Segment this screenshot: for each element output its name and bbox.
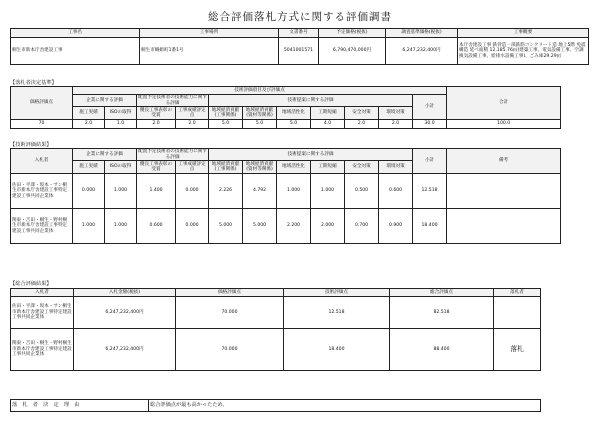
sub-header-safety: 安全対策 [345, 161, 379, 174]
header-winner: 落札者 [494, 289, 541, 297]
sub-header-environment: 環境対策 [379, 161, 413, 174]
tech-score-cell: 1.000 [73, 209, 105, 244]
tech-score-cell: 0.900 [379, 209, 413, 244]
bid-amount: 6,247,232,400円 [74, 329, 176, 371]
tech-score: 18.400 [284, 329, 390, 371]
tech-score-cell: 2.200 [277, 209, 311, 244]
document-number: 5041001571 [279, 38, 319, 65]
bid-amount: 6,247,232,400円 [74, 297, 176, 329]
header-base-price: 調査基準価格(税抜) [386, 29, 458, 38]
header-project-location: 工事場所 [140, 29, 279, 38]
header-price-score: 価格評価点 [176, 289, 284, 297]
sub-header-rating: 工事成績評定点 [176, 107, 209, 120]
sub-header-iso: ISOの取得 [105, 161, 137, 174]
price-score: 70.000 [176, 329, 284, 371]
sub-header-local-revitalization: 地域活性化 [277, 107, 311, 120]
tech-score-cell: 4.792 [243, 174, 277, 209]
header-estimated-price: 予定価格(税抜) [319, 29, 386, 38]
winner-mark: 落札 [494, 329, 541, 371]
tech-score-cell: 1.400 [137, 174, 176, 209]
project-summary: 本庁舎建設工事 鉄骨造一部鉄筋コンクリート造 地上5階 免震構造 延べ面積 12,185.76㎡(建築工事、電気設備工事、空調換気設備工事、給排水設備工事)、ごみ庫29.29㎡ [458, 38, 589, 65]
decision-reason-table [10, 399, 541, 412]
criteria-value: 100.0 [447, 120, 561, 129]
tech-score-cell: 0.700 [345, 209, 379, 244]
tech-score-cell: 2.000 [311, 209, 345, 244]
remarks-cell [447, 174, 561, 209]
section-criteria: 【落札者決定基準】 [10, 80, 57, 86]
header-project-name: 工事名 [11, 29, 140, 38]
header-project-summary: 工事概要 [458, 29, 589, 38]
tech-subtotal-cell: 12.518 [413, 174, 447, 209]
sub-header-construction-record: 施工実績 [73, 107, 105, 120]
tech-score-cell: 0.600 [379, 174, 413, 209]
criteria-value: 30.0 [413, 120, 447, 129]
tech-score-cell: 0.000 [176, 174, 209, 209]
winner-mark [494, 297, 541, 329]
remarks-cell [447, 209, 561, 244]
header-proposal: 技術提案に関する評価 [209, 95, 413, 107]
criteria-value: 5.0 [243, 120, 277, 129]
header-bidder: 入札者 [11, 289, 74, 297]
bidder-name: 佐田・平澤・坂本・サン桐生市新本庁舎建設工事特定建設工事共同企業体 [11, 174, 73, 209]
header-company-eval: 企業に関する評価 [73, 95, 137, 107]
header-total: 合計 [447, 87, 561, 120]
total-score: 82.518 [390, 297, 494, 329]
header-document-number: 文書番号 [279, 29, 319, 38]
sub-header-local-revitalization: 地域活性化 [277, 161, 311, 174]
estimated-price: 6,790,470,000円 [319, 38, 386, 65]
tech-score-cell: 1.000 [311, 174, 345, 209]
sub-header-iso: ISOの取得 [105, 107, 137, 120]
criteria-value: 2.0 [137, 120, 176, 129]
bidder-name: 関東・吉田・桐生・野村桐生市新本庁舎建設工事特定建設工事共同企業体 [11, 329, 74, 371]
criteria-value: 5.0 [277, 120, 311, 129]
criteria-value: 2.0 [379, 120, 413, 129]
tech-score-cell: 1.000 [277, 174, 311, 209]
section-overall-results: 【総合評価結果】 [10, 281, 52, 287]
criteria-value: 5.0 [209, 120, 243, 129]
header-tech-items: 技術評価項目及び評価点 [73, 87, 447, 95]
header-subtotal: 小計 [413, 149, 447, 174]
sub-header-construction-record: 施工実績 [73, 161, 105, 174]
tech-score-cell: 1.000 [105, 174, 137, 209]
header-subtotal: 小計 [413, 95, 447, 120]
criteria-table [10, 86, 561, 129]
tech-score-cell: 5.000 [243, 209, 277, 244]
tech-subtotal-cell: 18.400 [413, 209, 447, 244]
reason-label: 落 札 者 決 定 理 由 [11, 400, 149, 412]
sub-header-local-contribution-work: 地域経済貢献(工事関係) [209, 107, 243, 120]
header-tech-ability: 配置予定技術者の技術能力に関する評価 [138, 149, 207, 160]
header-total-score: 総合評価点 [390, 289, 494, 297]
criteria-value: 70 [11, 120, 73, 129]
tech-score-cell: 0.500 [345, 174, 379, 209]
reason-text: 総合評価点が最も高かったため。 [149, 400, 541, 412]
sub-header-environment: 環境対策 [379, 107, 413, 120]
tech-score: 12.518 [284, 297, 390, 329]
sub-header-local-contribution-material: 地域経済貢献(資材等関係) [243, 161, 277, 174]
header-price-score: 価格評価点 [11, 87, 73, 120]
sub-header-award: 優良工事表彰の受賞 [137, 107, 176, 120]
criteria-value: 1.0 [105, 120, 137, 129]
bidder-name: 関東・吉田・桐生・野村桐生市新本庁舎建設工事特定建設工事共同企業体 [11, 209, 73, 244]
criteria-value: 4.0 [311, 120, 345, 129]
tech-score-cell: 5.000 [209, 209, 243, 244]
price-score: 70.000 [176, 297, 284, 329]
section-tech-results: 【技術評価結果】 [10, 142, 52, 148]
header-remarks: 備考 [447, 149, 561, 174]
sub-header-local-contribution-work: 地域経済貢献(工事関係) [209, 161, 243, 174]
sub-header-schedule: 工期短縮 [311, 107, 345, 120]
project-name: 桐生市新本庁舎建設工事 [11, 38, 140, 65]
project-info-table [10, 28, 589, 65]
project-location: 桐生市織姫町1番1号 [140, 38, 279, 65]
base-price: 6,247,232,400円 [386, 38, 458, 65]
tech-score-cell: 1.000 [105, 209, 137, 244]
tech-score-cell: 0.000 [176, 209, 209, 244]
overall-results-table [10, 288, 541, 371]
sub-header-safety: 安全対策 [345, 107, 379, 120]
total-score: 88.400 [390, 329, 494, 371]
tech-score-cell: 2.226 [209, 174, 243, 209]
header-tech-ability: 配置予定技術者の技術能力に関する評価 [138, 95, 207, 106]
sub-header-local-contribution-material: 地域経済貢献(資材等関係) [243, 107, 277, 120]
sub-header-award: 優良工事表彰の受賞 [137, 161, 176, 174]
header-bid-amount: 入札金額(税抜) [74, 289, 176, 297]
tech-score-cell: 0.000 [73, 174, 105, 209]
header-company-eval: 企業に関する評価 [73, 149, 137, 161]
criteria-value: 2.0 [73, 120, 105, 129]
criteria-value: 2.0 [345, 120, 379, 129]
tech-results-table [10, 148, 561, 244]
header-bidder: 入札者 [11, 149, 73, 174]
sub-header-schedule: 工期短縮 [311, 161, 345, 174]
sub-header-rating: 工事成績評定点 [176, 161, 209, 174]
header-tech-score: 技術評価点 [284, 289, 390, 297]
criteria-value: 2.0 [176, 120, 209, 129]
header-proposal: 技術提案に関する評価 [209, 149, 413, 161]
tech-score-cell: 0.600 [137, 209, 176, 244]
document-title: 総合評価落札方式に関する評価調書 [208, 11, 392, 23]
bidder-name: 佐田・平澤・坂本・サン桐生市新本庁舎建設工事特定建設工事共同企業体 [11, 297, 74, 329]
